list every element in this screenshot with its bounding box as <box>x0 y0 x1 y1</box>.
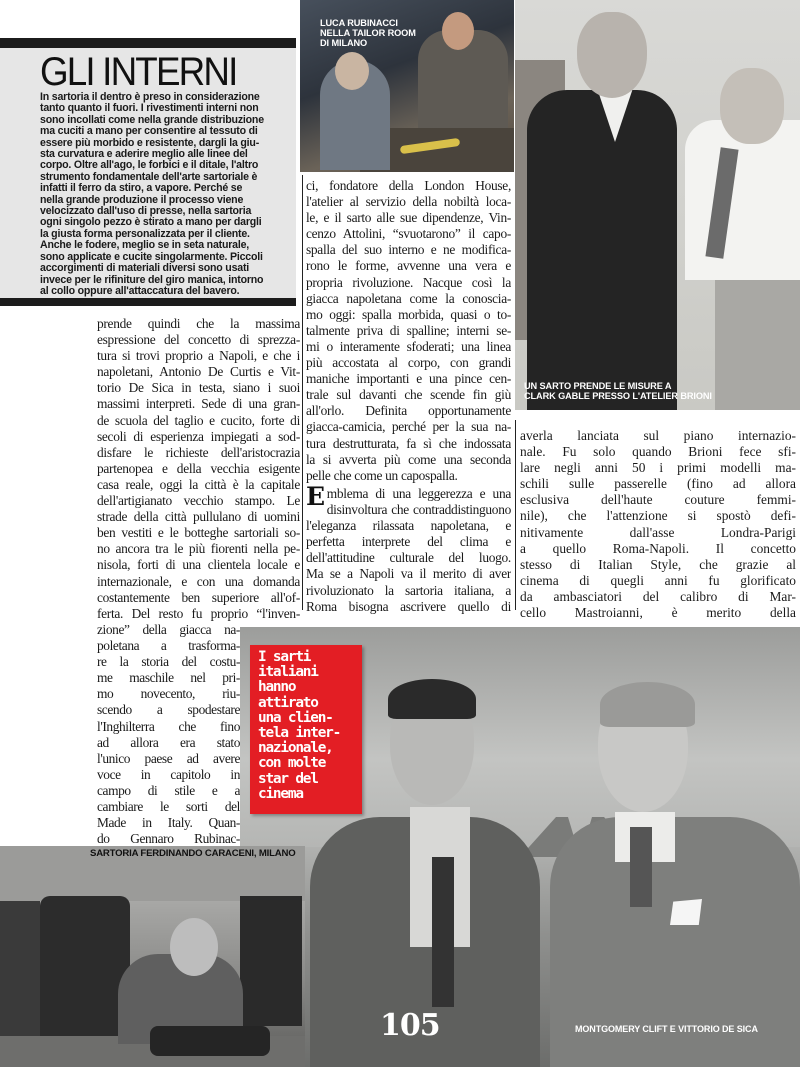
caption-line: DI MILANO <box>320 38 368 48</box>
text-line: nale. Fu solo quando Brioni fece sfi- <box>520 444 796 460</box>
text-line: secoli di esperienza impiegati a sod- <box>97 428 300 444</box>
photo-gable-head <box>577 12 647 98</box>
caption-line: NELLA TAILOR ROOM <box>320 28 416 38</box>
text-line: mo oggi: spalla morbida, quasi o to- <box>306 306 511 322</box>
article-column-1-narrow <box>97 622 240 847</box>
text-line: propria rivoluzione. Nacque così la <box>306 274 511 290</box>
text-line: Made in Italy. Quan- <box>97 815 240 831</box>
text-line: disfare le richieste dell'aristocrazia <box>97 444 300 460</box>
text-line: l'Inghilterra che fino <box>97 718 240 734</box>
text-line: dell'attitudine culturale del luogo. <box>306 550 511 566</box>
text-line: l'eleganza rilassata napoletana, e <box>306 518 511 534</box>
sidebar-text-line: Anche le fodere, meglio se in seta naturale, <box>40 239 250 252</box>
text-line: l'unico paese ad avere <box>97 750 240 766</box>
photo-tailor-trousers <box>715 270 800 410</box>
text-line: nitivamente dall'asse Londra-Parigi <box>520 524 796 540</box>
sidebar-text-line: invece per le rifiniture del giro manica, intorno <box>40 273 264 286</box>
photo-sartoria-caraceni <box>0 846 305 1067</box>
page-number: 105 <box>380 1008 440 1043</box>
photo-jacket-striped <box>0 901 40 1051</box>
photo-pocket-square <box>670 899 702 925</box>
text-line: prende quindi che la massima <box>97 316 300 331</box>
photo-figure-seated-head <box>335 52 369 90</box>
photo-fabric <box>150 1026 270 1056</box>
text-line: cello Mastroianni, è merito della <box>520 605 796 621</box>
sidebar-text-line: velocizzato dall'uso di presse, nella sartoria <box>40 205 252 218</box>
text-line: no ancora tra le più fiorenti nella pe- <box>97 541 300 557</box>
photo-tailor-head <box>720 68 784 144</box>
article-column-1 <box>97 316 300 622</box>
text-line: casa reale, oggi la città è la capitale <box>97 476 300 492</box>
sidebar-text-line: tanto quanto il fuori. I rivestimenti interni non <box>40 102 259 115</box>
photo-desica-hair <box>600 682 695 727</box>
text-line: spalla del suo interno e ne modifica- <box>306 242 511 258</box>
pull-quote-line: cinema <box>258 785 303 802</box>
text-line: trale sul davanti che scende fin giù <box>306 387 511 403</box>
sidebar-text <box>40 92 294 297</box>
photo-clift-tie <box>432 857 454 1007</box>
text-line: Ma se a Napoli va il merito di aver <box>306 566 511 582</box>
text-line: maniche importanti e una pince cen- <box>306 371 511 387</box>
text-line: mblema di una leggerezza e una <box>326 486 511 501</box>
text-line: pelle che come un capospalla. <box>306 467 458 483</box>
caption-line: LUCA RUBINACCI <box>320 18 398 28</box>
drop-cap: E <box>306 482 325 511</box>
text-line: nisola, forti di una clientela locale e <box>97 557 300 573</box>
text-line: lare negli anni 50 i primi modelli ma- <box>520 460 796 476</box>
photo-tailor-shirt <box>685 120 800 280</box>
pull-quote-line: star del <box>258 770 318 787</box>
text-line: ferta. Del resto fu proprio “l'inven- <box>97 605 300 621</box>
sidebar-text-line: la giusta forma personalizzata per il cliente. <box>40 227 250 240</box>
photo-jacket-dark <box>240 896 302 1026</box>
text-line: talmente priva di spalline; interni se- <box>306 322 511 338</box>
text-line: schili sulle passerelle (fino ad allora <box>520 476 796 492</box>
text-line: Roma bisogna ascrivere quello di <box>306 598 511 614</box>
text-line: rono le forme, avvenne una vera e <box>306 258 511 274</box>
pull-quote <box>250 645 362 814</box>
text-line: l'atelier al servizio della nobiltà loca- <box>306 194 511 210</box>
text-line: ben vestiti e le botteghe sartoriali so- <box>97 525 300 541</box>
sidebar-text-line: essere più morbido e resistente, dargli la giu- <box>40 136 260 149</box>
sidebar-title: GLI INTERNI <box>40 50 237 94</box>
caption-rubinacci <box>320 18 416 48</box>
text-line: disinvoltura che contraddistinguono <box>326 502 511 518</box>
photo-figure-standing-head <box>442 12 474 50</box>
photo-jacket-basted <box>40 896 130 1041</box>
sidebar-text-line: sta curvatura e aderire meglio alle linee del <box>40 148 248 161</box>
caption-gable <box>524 381 712 401</box>
text-line: mi o interamente sfoderati; una linea <box>306 338 511 354</box>
text-line: napoletani, Antonio De Curtis e Vit- <box>97 364 300 380</box>
text-line: tura si trovi proprio a Napoli, e che i <box>97 348 300 364</box>
text-line: ad allora era stato <box>97 734 240 750</box>
sidebar-text-line: al collo oppure all'attaccatura del bavero. <box>40 284 240 297</box>
text-line: costantemente ben superiore all'of- <box>97 589 300 605</box>
text-line: me maschile nel pri- <box>97 670 240 686</box>
article-column-2-continued-text <box>306 482 511 615</box>
text-line: all'orlo. Definita opportunamente <box>306 403 511 419</box>
sidebar-text-line: strumento fondamentale dell'arte sartoriale è <box>40 170 258 183</box>
sidebar-text-line: corpo. Oltre all'ago, le forbici e il ditale, l'altro <box>40 159 259 172</box>
text-line: perfetta interprete del clima e <box>306 534 511 550</box>
caption-clift: MONTGOMERY CLIFT E VITTORIO DE SICA <box>575 1024 758 1034</box>
text-line: scendo a spodestare <box>97 702 240 718</box>
text-line: dell'artigianato vecchio stampo. Le <box>97 493 300 509</box>
text-line: mo novecento, riu- <box>97 686 240 702</box>
caption-caraceni: SARTORIA FERDINANDO CARACENI, MILANO <box>90 848 296 859</box>
text-line: campo di stile e a <box>97 782 240 798</box>
caption-line: UN SARTO PRENDE LE MISURE A <box>524 381 672 391</box>
text-line: da ambasciatori del calibro di Mar- <box>520 588 796 604</box>
photo-clark-gable <box>515 0 800 410</box>
text-line: giacca napoletana come la conoscia- <box>306 290 511 306</box>
article-column-2 <box>306 178 511 484</box>
text-line: la si avverta più come una seconda <box>306 451 511 467</box>
text-line: de scuola del taglio e cucito, forte di <box>97 412 300 428</box>
sidebar-bottom-rule <box>0 298 296 306</box>
article-column-3 <box>520 428 796 621</box>
pull-quote-line: I sarti <box>258 649 311 665</box>
pull-quote-line: italiani <box>258 664 318 681</box>
pull-quote-line: attirato <box>258 694 318 711</box>
caption-line: CLARK GABLE PRESSO L'ATELIER BRIONI <box>524 391 712 401</box>
text-line: nile), che l'attenzione si spostò defi- <box>520 508 796 524</box>
text-line: torio De Sica in testa, siano i suoi <box>97 380 300 396</box>
sidebar-text-line: accorgimenti di materiali diversi sono usati <box>40 262 250 275</box>
text-line: rivoluzionato la sartoria italiana, a <box>306 582 511 598</box>
pull-quote-line: una clien- <box>258 709 333 726</box>
text-line: do Gennaro Rubinac- <box>97 831 240 847</box>
text-line: strade della città pullulano di uomini <box>97 509 300 525</box>
text-line: partenopea e della vecchia esigente <box>97 460 300 476</box>
sidebar-text-line: nella grande produzione il processo viene <box>40 193 244 206</box>
sidebar-text-line: sono incollati come nella grande distribuzione <box>40 113 264 126</box>
sidebar-box-gli-interni <box>0 38 296 306</box>
pull-quote-line: hanno <box>258 679 296 696</box>
text-line: zione” della giacca na- <box>97 622 240 637</box>
text-line: massimi interpreti. Sede di una gran- <box>97 396 300 412</box>
text-line: le, e il sarto alle sue dipendenze, Vin- <box>306 210 511 226</box>
column-rule <box>302 175 303 610</box>
article-column-2-continued <box>306 482 511 615</box>
text-line: re la storia del costu- <box>97 654 240 670</box>
sidebar-text-line: sono applicate e cucite singolarmente. Piccoli <box>40 250 263 263</box>
text-line: tura destrutturata, fa sì che indossata <box>306 435 511 451</box>
text-line: internazionale, e con una domanda <box>97 573 300 589</box>
photo-tailor-head <box>170 918 218 976</box>
sidebar-text-line: infatti il ferro da stiro, a vapore. Perché se <box>40 182 243 195</box>
text-line: averla lanciata sul piano internazio- <box>520 428 796 443</box>
text-line: voce in capitolo in <box>97 766 240 782</box>
sidebar-text-line: ma cuciti a mano per consentire al tessuto di <box>40 125 258 138</box>
photo-desica-tie <box>630 827 652 907</box>
pull-quote-line: con molte <box>258 755 326 772</box>
pull-quote-line: tela inter- <box>258 725 341 742</box>
text-line: poletana a trasforma- <box>97 638 240 654</box>
photo-gable-suit <box>527 90 677 410</box>
text-line: giacca-camicia, perché per la sua na- <box>306 419 511 435</box>
sidebar-top-rule <box>0 38 296 48</box>
text-line: ci, fondatore della London House, <box>306 178 511 193</box>
text-line: cinema di quegli anni fu glorificato <box>520 572 796 588</box>
text-line: cenzo Attolini, “svuotarono” il capo- <box>306 226 511 242</box>
sidebar-text-line: ogni singolo pezzo è stirato a mano per dargli <box>40 216 262 229</box>
text-line: più accostata al corpo, con grandi <box>306 355 511 371</box>
text-line: a quello Roma-Napoli. Il concetto <box>520 540 796 556</box>
text-line: stesso di Italian Style, che grazie al <box>520 556 796 572</box>
photo-clift-hair <box>388 679 476 719</box>
sidebar-text-line: In sartoria il dentro è preso in considerazione <box>40 91 260 103</box>
column-rule <box>515 420 516 610</box>
pull-quote-line: nazionale, <box>258 740 333 757</box>
text-line: espressione del concetto di sprezza- <box>97 332 300 348</box>
text-line: cambiare le sorti del <box>97 799 240 815</box>
text-line: esclusiva dell'haute couture femmi- <box>520 492 796 508</box>
